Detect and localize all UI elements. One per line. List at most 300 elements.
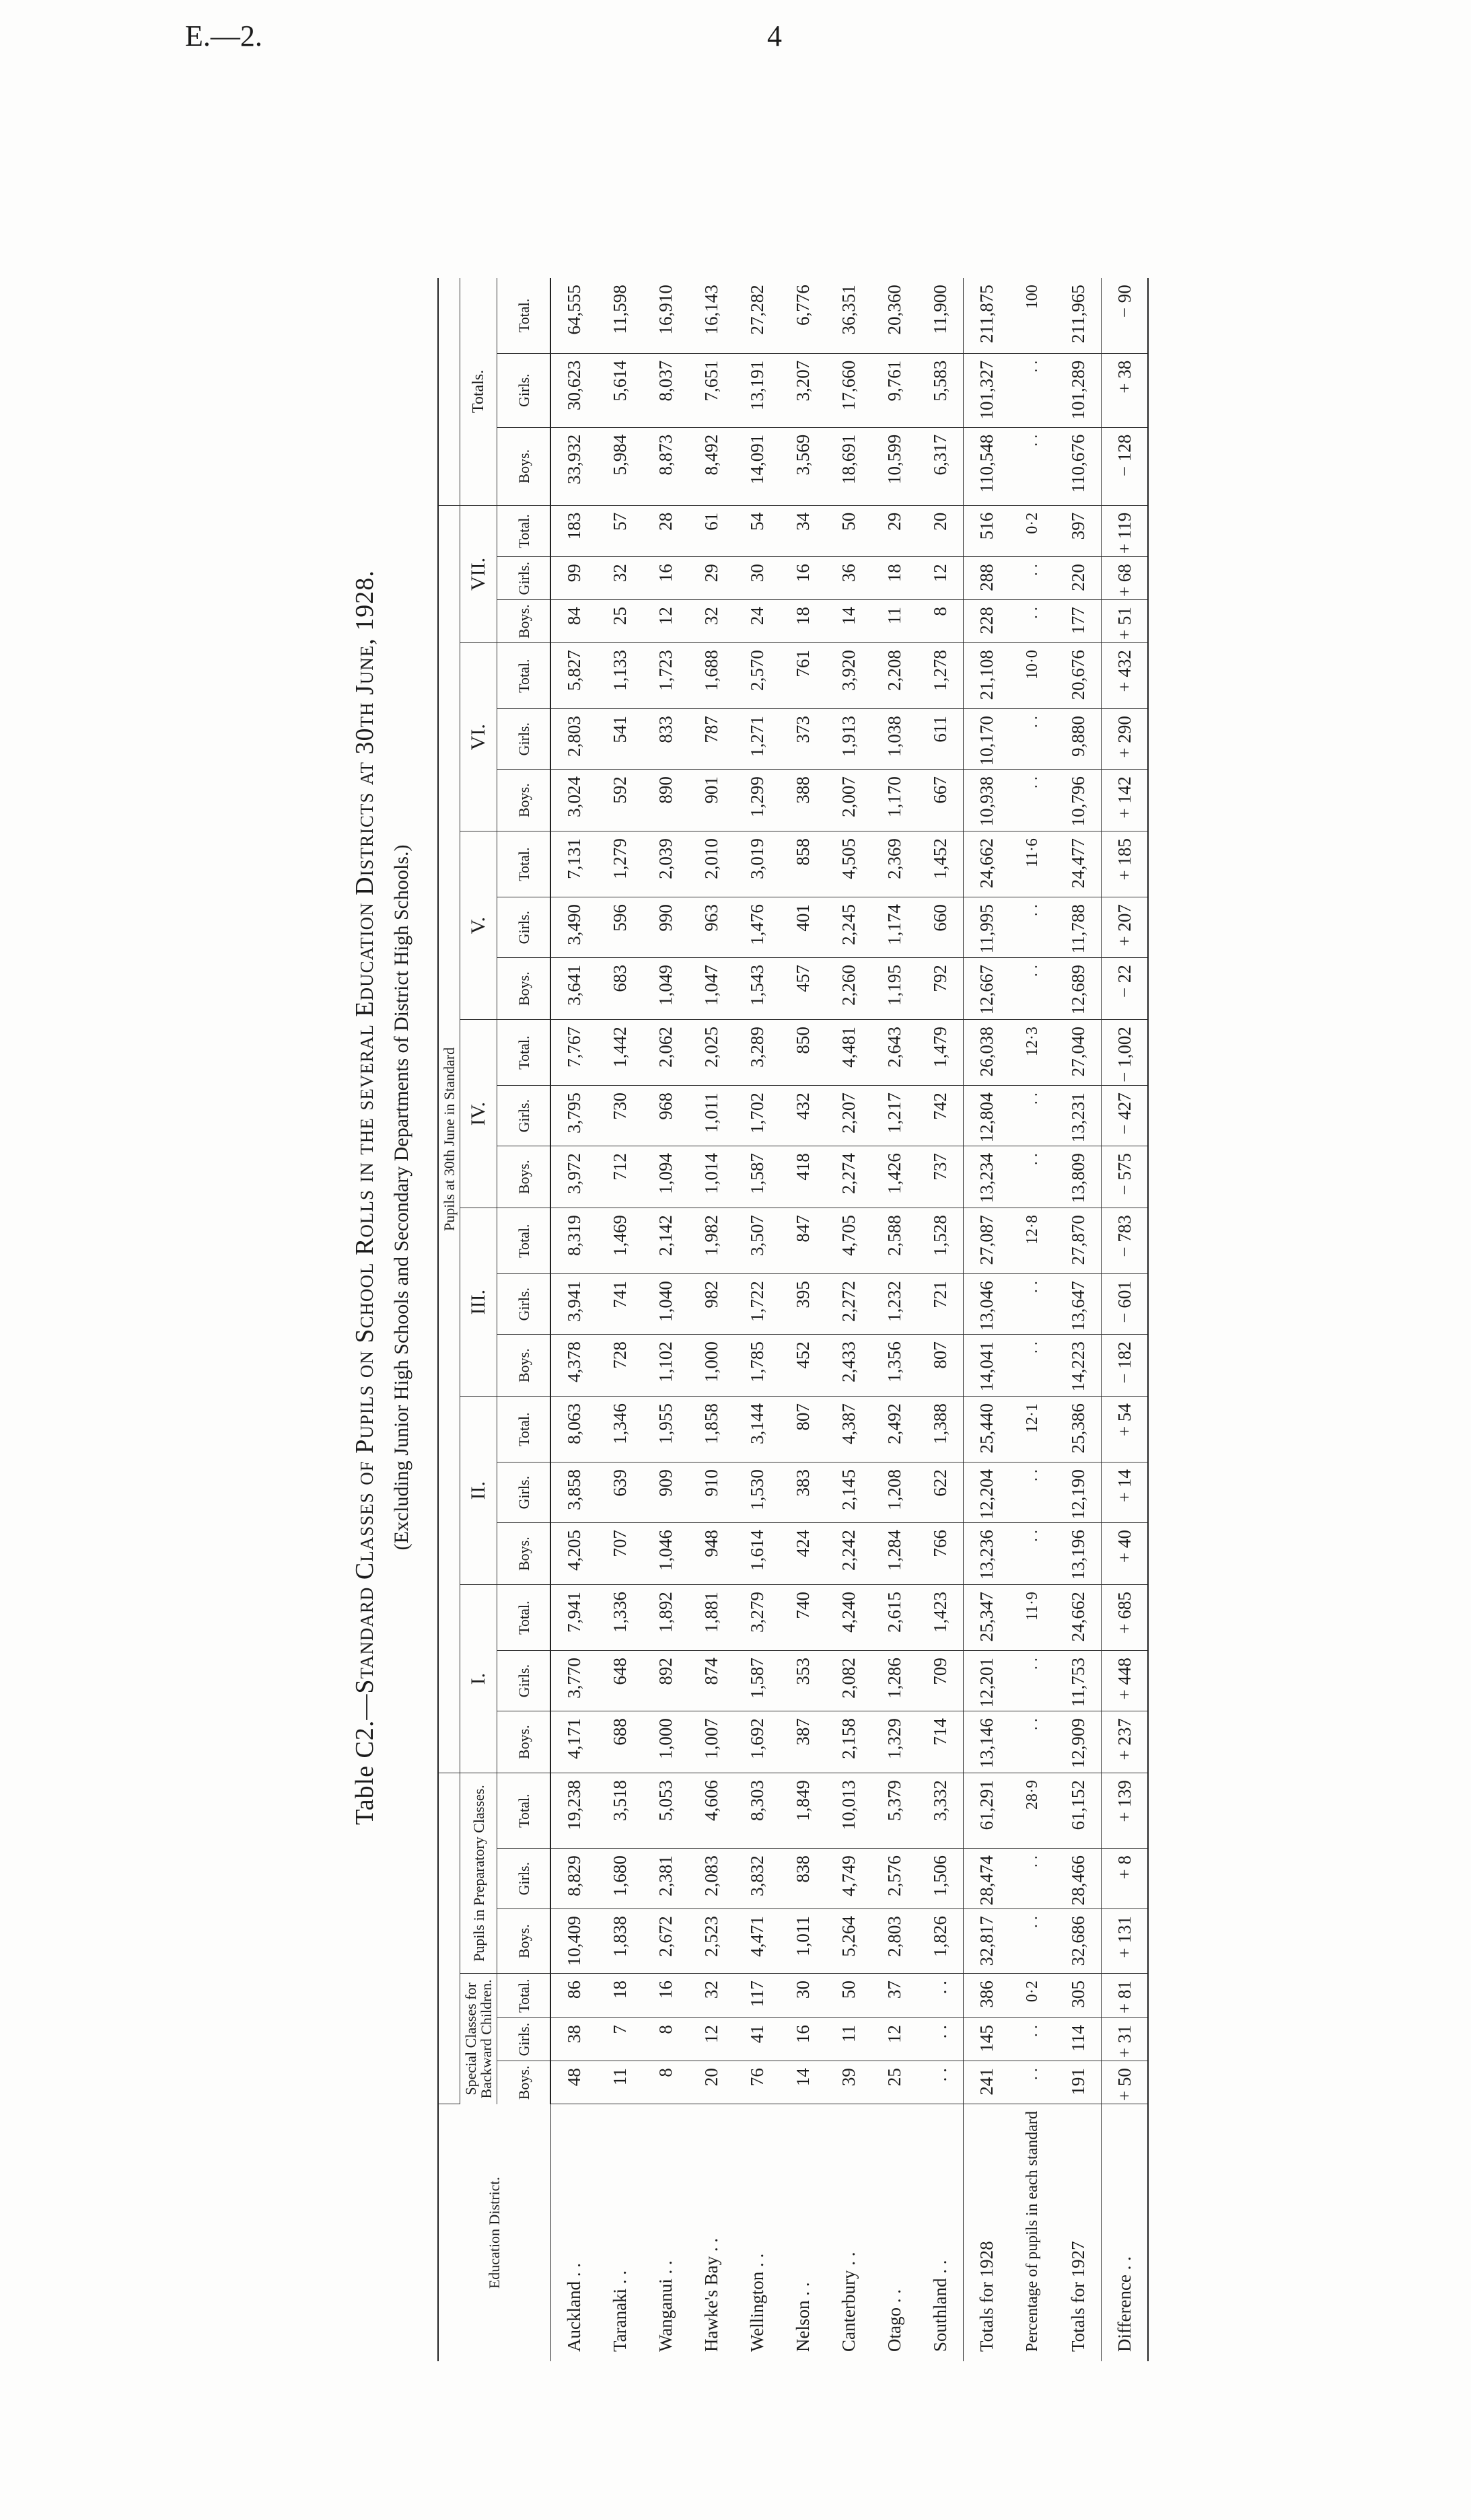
sub-header-total: Total. [497,1585,551,1651]
table-cell: 761 [780,643,826,709]
table-cell: 639 [597,1462,643,1523]
rotated-table-block [350,20,1305,2375]
table-cell: 707 [597,1523,643,1585]
table-cell: 4,505 [826,831,871,897]
sub-header-girls: Girls. [497,353,551,427]
table-cell: 2,570 [734,643,780,709]
table-cell: 2,242 [826,1523,871,1585]
table-cell: + 139 [1102,1773,1149,1849]
table-cell: 13,046 [964,1274,1010,1335]
table-cell: 1,982 [688,1208,734,1274]
table-cell: . . [1009,1086,1055,1146]
table-cell: 730 [597,1086,643,1146]
table-cell: 20 [917,505,964,556]
table-cell: 660 [917,897,964,958]
table-cell: 117 [734,1974,780,2018]
table-cell: . . [1009,1651,1055,1711]
table-cell: 13,236 [964,1523,1010,1585]
table-cell: . . [1009,1274,1055,1335]
table-cell: 963 [688,897,734,958]
table-cell: 648 [597,1651,643,1711]
table-cell: 1,232 [871,1274,917,1335]
group-header-std-1: I. [460,1585,497,1773]
table-cell: 890 [643,770,688,831]
table-cell: 3,332 [917,1773,964,1849]
table-cell: 8,319 [550,1208,597,1274]
table-cell: + 50 [1102,2061,1149,2104]
table-cell: 100 [1009,278,1055,353]
table-cell: 21,108 [964,643,1010,709]
table-cell: 1,094 [643,1146,688,1208]
table-cell: 3,279 [734,1585,780,1651]
table-cell: 714 [917,1711,964,1773]
table-cell: 25,347 [964,1585,1010,1651]
table-cell: + 14 [1102,1462,1149,1523]
table-cell: 2,145 [826,1462,871,1523]
table-cell: 25 [597,600,643,643]
table-cell: 14,223 [1055,1335,1102,1397]
table-cell: + 8 [1102,1849,1149,1909]
table-cell: − 601 [1102,1274,1149,1335]
table-cell: 807 [780,1397,826,1462]
table-cell: 12 [871,2018,917,2061]
page-reference: E.—2. [185,20,262,52]
table-cell: . . [1009,1462,1055,1523]
table-cell: − 22 [1102,958,1149,1020]
table-cell: . . [1009,353,1055,427]
table-cell: 742 [917,1086,964,1146]
table-cell: 32,817 [964,1909,1010,1974]
table-cell: 50 [826,505,871,556]
table-cell: 12,909 [1055,1711,1102,1773]
table-cell: 11,788 [1055,897,1102,958]
sub-header-boys: Boys. [497,770,551,831]
table-cell: 14 [780,2061,826,2104]
table-row [597,278,643,2361]
sub-header-boys: Boys. [497,958,551,1020]
table-cell: 36 [826,557,871,600]
table-cell: 1,284 [871,1523,917,1585]
table-cell: + 68 [1102,557,1149,600]
table-cell: 19,238 [550,1773,597,1849]
table-cell: 18 [597,1974,643,2018]
group-header-std-3: III. [460,1208,497,1397]
table-cell: 3,207 [780,353,826,427]
table-cell: 1,688 [688,643,734,709]
table-cell: 1,849 [780,1773,826,1849]
table-cell: 982 [688,1274,734,1335]
group-header-preparatory: Pupils in Preparatory Classes. [460,1773,497,1974]
sub-header-total: Total. [497,1397,551,1462]
table-cell: 13,196 [1055,1523,1102,1585]
table-cell: 34 [780,505,826,556]
title-prefix: Table C2.— [351,1693,379,1825]
sub-header-boys: Boys. [497,1711,551,1773]
table-cell: 807 [917,1335,964,1397]
sub-header-girls: Girls. [497,897,551,958]
table-cell: 6,317 [917,427,964,505]
table-cell: . . [1009,1523,1055,1585]
table-cell: 1,356 [871,1335,917,1397]
table-cell: + 40 [1102,1523,1149,1585]
district-label: Wellington . . [746,2253,767,2352]
table-cell: 2,062 [643,1020,688,1086]
table-cell: 110,548 [964,427,1010,505]
sub-header-total: Total. [497,505,551,556]
table-cell: − 427 [1102,1086,1149,1146]
table-cell: 48 [550,2061,597,2104]
table-cell: 24,477 [1055,831,1102,897]
table-cell: 39 [826,2061,871,2104]
table-cell: 2,672 [643,1909,688,1974]
sub-header-boys: Boys. [497,1335,551,1397]
table-cell: 20 [688,2061,734,2104]
table-cell: 32 [688,600,734,643]
table-cell: . . [1009,427,1055,505]
table-cell: + 237 [1102,1711,1149,1773]
table-cell: 948 [688,1523,734,1585]
table-cell: 386 [964,1974,1010,2018]
sub-header-boys: Boys. [497,600,551,643]
table-cell: 1,011 [780,1909,826,1974]
table-cell: 452 [780,1335,826,1397]
table-cell: 2,274 [826,1146,871,1208]
group-header-std-2: II. [460,1397,497,1585]
standard-classes-table [437,278,1149,2361]
table-cell: 11,753 [1055,1651,1102,1711]
table-cell: 12 [917,557,964,600]
table-cell: 145 [964,2018,1010,2061]
table-cell: 721 [917,1274,964,1335]
table-cell: 2,245 [826,897,871,958]
table-cell: 596 [597,897,643,958]
table-cell: 10·0 [1009,643,1055,709]
table-cell: 2,082 [826,1651,871,1711]
table-cell: 18 [780,600,826,643]
table-cell: 1,278 [917,643,964,709]
table-cell: 5,264 [826,1909,871,1974]
table-cell: 1,299 [734,770,780,831]
table-cell: 1,692 [734,1711,780,1773]
table-cell: 3,770 [550,1651,597,1711]
table-cell: 30 [780,1974,826,2018]
table-cell: 5,583 [917,353,964,427]
table-cell: 3,518 [597,1773,643,1849]
sub-header-girls: Girls. [497,709,551,770]
table-cell: 33,932 [550,427,597,505]
sub-header-total: Total. [497,1208,551,1274]
table-cell: 3,832 [734,1849,780,1909]
table-cell: 740 [780,1585,826,1651]
table-cell: 1,838 [597,1909,643,1974]
table-cell: . . [1009,1711,1055,1773]
table-cell: 3,858 [550,1462,597,1523]
table-cell: 16,910 [643,278,688,353]
table-cell: 424 [780,1523,826,1585]
table-cell: 29 [871,505,917,556]
table-cell: 1,913 [826,709,871,770]
table-cell: 766 [917,1523,964,1585]
district-label: Totals for 1927 [1067,2241,1088,2352]
table-cell: 4,240 [826,1585,871,1651]
table-cell: 688 [597,1711,643,1773]
table-cell: 1,892 [643,1585,688,1651]
table-cell: 1,195 [871,958,917,1020]
table-cell: 37 [871,1974,917,2018]
district-label: Percentage of pupils in each standard [1024,2111,1042,2352]
table-cell: 54 [734,505,780,556]
table-cell: 8,303 [734,1773,780,1849]
table-cell: 61,291 [964,1773,1010,1849]
table-cell: 5,379 [871,1773,917,1849]
table-cell: 353 [780,1651,826,1711]
table-cell: 1,046 [643,1523,688,1585]
title-text: Standard Classes of Pupils on School Rolls in the several Education Districts at 30th June, 1928. [351,570,379,1694]
table-cell: 27,040 [1055,1020,1102,1086]
table-cell: 1,476 [734,897,780,958]
table-cell: 4,205 [550,1523,597,1585]
table-cell: 4,749 [826,1849,871,1909]
table-cell: 177 [1055,600,1102,643]
sub-header-girls: Girls. [497,1651,551,1711]
table-cell: 1,858 [688,1397,734,1462]
table-row [734,278,780,2361]
table-cell: 1,826 [917,1909,964,1974]
table-cell: 1,785 [734,1335,780,1397]
table-cell: 10,599 [871,427,917,505]
table-cell: 1,702 [734,1086,780,1146]
table-cell: 2,039 [643,831,688,897]
table-cell: 1,000 [688,1335,734,1397]
table-cell: 13,231 [1055,1086,1102,1146]
table-cell: 2,007 [826,770,871,831]
table-cell: 4,378 [550,1335,597,1397]
table-cell: 211,875 [964,278,1010,353]
table-cell: 2,615 [871,1585,917,1651]
table-cell: 397 [1055,505,1102,556]
table-cell: 1,528 [917,1208,964,1274]
table-cell: 8 [643,2061,688,2104]
table-cell: 1,530 [734,1462,780,1523]
table-cell: 12,190 [1055,1462,1102,1523]
table-cell: 1,007 [688,1711,734,1773]
table-row [643,278,688,2361]
table-cell: 288 [964,557,1010,600]
table-row [550,278,597,2361]
blank-header [438,1773,460,2104]
table-cell: 20,360 [871,278,917,353]
district-label: Wanganui . . [655,2260,676,2352]
table-cell: . . [1009,709,1055,770]
district-label: Southland . . [929,2260,950,2352]
table-cell: 14 [826,600,871,643]
table-cell: 32,686 [1055,1909,1102,1974]
table-cell: 516 [964,505,1010,556]
table-cell: 1,047 [688,958,734,1020]
table-cell: 2,433 [826,1335,871,1397]
table-cell: 76 [734,2061,780,2104]
table-cell: 11,995 [964,897,1010,958]
table-cell: 709 [917,1651,964,1711]
table-cell: 968 [643,1086,688,1146]
sub-header-boys: Boys. [497,427,551,505]
table-cell: + 207 [1102,897,1149,958]
table-subtitle: (Excluding Junior High Schools and Secondary Departments of District High Schools.) [390,844,412,1551]
table-cell: 24,662 [964,831,1010,897]
table-cell: 1,442 [597,1020,643,1086]
table-cell: 1,208 [871,1462,917,1523]
table-cell: 32 [597,557,643,600]
table-cell: 1,543 [734,958,780,1020]
table-cell: 1,102 [643,1335,688,1397]
standard-super-header: Pupils at 30th June in Standard [438,505,460,1773]
table-cell: 2,576 [871,1849,917,1909]
table-row [917,278,964,2361]
table-cell: 383 [780,1462,826,1523]
table-cell: 387 [780,1711,826,1773]
table-cell: 10,409 [550,1909,597,1974]
table-cell: 892 [643,1651,688,1711]
group-header-std-6: VI. [460,643,497,831]
table-cell: + 448 [1102,1651,1149,1711]
table-cell: 11 [597,2061,643,2104]
table-cell: 1,423 [917,1585,964,1651]
table-cell: 3,569 [780,427,826,505]
table-cell: 2,492 [871,1397,917,1462]
table-cell: 4,171 [550,1711,597,1773]
table-cell: 220 [1055,557,1102,600]
table-cell: 4,387 [826,1397,871,1462]
table-cell: 1,217 [871,1086,917,1146]
table-cell: . . [917,2018,964,2061]
table-cell: 3,507 [734,1208,780,1274]
table-row [1102,278,1149,2361]
table-cell: 13,647 [1055,1274,1102,1335]
table-cell: 1,452 [917,831,964,897]
table-cell: 833 [643,709,688,770]
table-cell: 4,705 [826,1208,871,1274]
table-cell: + 685 [1102,1585,1149,1651]
district-header: Education District. [438,2104,550,2361]
table-cell: 1,506 [917,1849,964,1909]
table-cell: 847 [780,1208,826,1274]
district-label: Taranaki . . [609,2270,630,2352]
table-cell: . . [1009,2061,1055,2104]
table-cell: 1,014 [688,1146,734,1208]
table-cell: 2,142 [643,1208,688,1274]
table-cell: 13,146 [964,1711,1010,1773]
table-cell: + 54 [1102,1397,1149,1462]
table-row [688,278,734,2361]
table-cell: 4,471 [734,1909,780,1974]
table-cell: . . [1009,1909,1055,1974]
table-cell: 24,662 [1055,1585,1102,1651]
table-cell: 13,234 [964,1146,1010,1208]
table-cell: 2,207 [826,1086,871,1146]
table-cell: 8,873 [643,427,688,505]
table-cell: 12,204 [964,1462,1010,1523]
district-label: Totals for 1928 [964,2104,1010,2361]
table-cell: + 432 [1102,643,1149,709]
table-cell: 10,013 [826,1773,871,1849]
table-cell: 1,000 [643,1711,688,1773]
table-cell: 395 [780,1274,826,1335]
table-cell: 3,641 [550,958,597,1020]
sub-header-boys: Boys. [497,1909,551,1974]
table-cell: . . [1009,557,1055,600]
table-cell: 25,440 [964,1397,1010,1462]
table-cell: 211,965 [1055,278,1102,353]
table-cell: . . [1009,600,1055,643]
table-cell: . . [1009,1849,1055,1909]
table-cell: 30 [734,557,780,600]
table-cell: 101,327 [964,353,1010,427]
district-label: Otago . . [884,2289,904,2352]
table-cell: 61 [688,505,734,556]
sub-header-total: Total. [497,1020,551,1086]
table-cell: 29 [688,557,734,600]
table-cell: 838 [780,1849,826,1909]
table-cell: 10,938 [964,770,1010,831]
totals-blank-header [438,278,460,505]
table-cell: 27,087 [964,1208,1010,1274]
table-cell: 3,795 [550,1086,597,1146]
group-header-std-5: V. [460,831,497,1020]
table-cell: 191 [1055,2061,1102,2104]
table-cell: 1,133 [597,643,643,709]
table-cell: + 131 [1102,1909,1149,1974]
table-cell: 20,676 [1055,643,1102,709]
table-cell: 1,680 [597,1849,643,1909]
table-cell: 667 [917,770,964,831]
table-cell: 2,523 [688,1909,734,1974]
table-cell: − 90 [1102,278,1149,353]
sub-header-girls: Girls. [497,1274,551,1335]
table-cell: 622 [917,1462,964,1523]
table-cell: 373 [780,709,826,770]
table-cell: 16 [643,1974,688,2018]
table-cell: 1,723 [643,643,688,709]
sub-header-boys: Boys. [497,2061,551,2104]
table-cell: 10,796 [1055,770,1102,831]
table-cell: 228 [964,600,1010,643]
table-cell: + 51 [1102,600,1149,643]
table-cell: 28,466 [1055,1849,1102,1909]
sub-header-total: Total. [497,1974,551,2018]
table-cell: 27,870 [1055,1208,1102,1274]
table-cell: 16 [780,557,826,600]
table-cell: 99 [550,557,597,600]
table-cell: 3,490 [550,897,597,958]
table-cell: 1,049 [643,958,688,1020]
table-cell: 1,469 [597,1208,643,1274]
table-cell: 38 [550,2018,597,2061]
table-cell: + 290 [1102,709,1149,770]
table-cell: 12,804 [964,1086,1010,1146]
table-cell: 737 [917,1146,964,1208]
table-cell: 110,676 [1055,427,1102,505]
table-cell: 2,208 [871,643,917,709]
sub-header-total: Total. [497,1773,551,1849]
table-cell: 2,260 [826,958,871,1020]
table-cell: 5,984 [597,427,643,505]
table-cell: 541 [597,709,643,770]
table-cell: 728 [597,1335,643,1397]
table-cell: 2,083 [688,1849,734,1909]
table-cell: 9,761 [871,353,917,427]
table-cell: . . [1009,897,1055,958]
table-cell: 114 [1055,2018,1102,2061]
